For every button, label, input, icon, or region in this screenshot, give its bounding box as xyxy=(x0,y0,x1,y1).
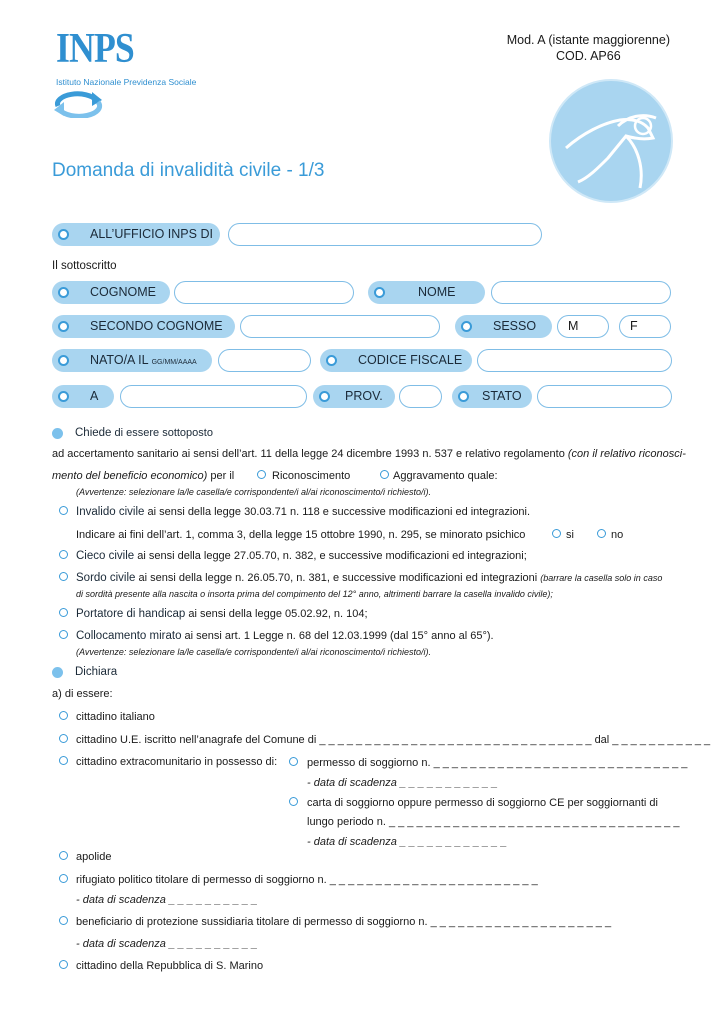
chiede-line2-italic: mento del beneficio economico) xyxy=(52,470,208,482)
nome-label xyxy=(368,281,485,304)
sanmarino-label: cittadino della Repubblica di S. Marino xyxy=(76,960,264,972)
a-label xyxy=(52,385,114,408)
invalido-checkbox[interactable] xyxy=(59,506,68,515)
handicap-bold: Portatore di handicap xyxy=(76,608,186,620)
secondo-cognome-field[interactable] xyxy=(240,315,440,338)
cieco-checkbox[interactable] xyxy=(59,550,68,559)
ue-label: cittadino U.E. iscritto nell’anagrafe del Comune di _ _ _ _ _ _ _ _ _ _ _ _ _ _ _ _ _ _ _ _ _ _ _ _ _ _ _ _ _ _ dal _ _ _ _ _ _ _ _ _ _ _ xyxy=(76,734,711,746)
ufficio-text: ALL’UFFICIO INPS DI xyxy=(90,227,213,241)
inps-arrows-icon xyxy=(52,88,104,118)
avvertenze-2: (Avvertenze: selezionare la/le casella/e corrispondente/i al/ai riconoscimento/i richiesto/i). xyxy=(76,647,432,657)
avvertenze-1: (Avvertenze: selezionare la/le casella/e corrispondente/i al/ai riconoscimento/i richiesto/i). xyxy=(76,487,432,497)
sottoscritto-text: Il sottoscritto xyxy=(52,260,117,272)
sesso-m-field[interactable]: M xyxy=(557,315,609,338)
mod-code xyxy=(507,32,670,64)
luogo-field[interactable] xyxy=(120,385,307,408)
chiede-line2 xyxy=(52,469,234,483)
bullet-icon xyxy=(58,287,69,298)
bullet-icon xyxy=(58,321,69,332)
invalido-rest: ai sensi della legge 30.03.71 n. 118 e successive modificazioni ed integrazioni. xyxy=(144,506,531,518)
bullet-icon xyxy=(58,229,69,240)
sesso-label xyxy=(455,315,552,338)
aggravamento-checkbox[interactable] xyxy=(380,470,389,479)
apolide-checkbox[interactable] xyxy=(59,851,68,860)
collocamento-rest: ai sensi art. 1 Legge n. 68 del 12.03.1999 (dal 15° anno al 65°). xyxy=(181,630,494,642)
no-label: no xyxy=(611,529,624,541)
sordo-checkbox[interactable] xyxy=(59,572,68,581)
nato-il-field[interactable] xyxy=(218,349,311,372)
scadenza-4: - data di scadenza _ _ _ _ _ _ _ _ _ _ xyxy=(76,938,258,950)
prov-field[interactable] xyxy=(399,385,442,408)
sordo-rest: ai sensi della legge n. 26.05.70, n. 381, e successive modificazioni ed integrazioni xyxy=(135,572,541,584)
handicap-line xyxy=(76,607,368,621)
sordo-italic-2: di sordità presente alla nascita o insorta prima del compimento del 12° anno, altrimenti barrare la casella invalido civile); xyxy=(76,589,553,599)
dichiara-bullet-icon xyxy=(52,667,63,678)
di-essere-text: a) di essere: xyxy=(52,688,113,700)
handshake-emblem-icon xyxy=(548,78,674,204)
collocamento-bold: Collocamento mirato xyxy=(76,630,182,642)
stato-text: STATO xyxy=(482,389,522,403)
stato-label xyxy=(452,385,532,408)
bullet-icon xyxy=(58,355,69,366)
chiede-bullet-icon xyxy=(52,428,63,439)
italiano-checkbox[interactable] xyxy=(59,711,68,720)
collocamento-line xyxy=(76,629,494,643)
collocamento-checkbox[interactable] xyxy=(59,630,68,639)
carta-checkbox[interactable] xyxy=(289,797,298,806)
secondo-cognome-text: SECONDO COGNOME xyxy=(90,319,223,333)
sanmarino-checkbox[interactable] xyxy=(59,960,68,969)
carta-label-1: carta di soggiorno oppure permesso di soggiorno CE per soggiornanti di xyxy=(307,797,658,809)
permesso-label: permesso di soggiorno n. _ _ _ _ _ _ _ _ _ _ _ _ _ _ _ _ _ _ _ _ _ _ _ _ _ _ _ _ xyxy=(307,757,688,769)
sordo-bold: Sordo civile xyxy=(76,572,136,584)
inps-logo: INPS xyxy=(56,26,134,72)
cognome-field[interactable] xyxy=(174,281,354,304)
mod-line1: Mod. A (istante maggiorenne) xyxy=(506,33,670,47)
permesso-checkbox[interactable] xyxy=(289,757,298,766)
carta-label-2: lungo periodo n. _ _ _ _ _ _ _ _ _ _ _ _ _ _ _ _ _ _ _ _ _ _ _ _ _ _ _ _ _ _ _ _ xyxy=(307,816,680,828)
codice-fiscale-text: CODICE FISCALE xyxy=(358,353,463,367)
sesso-text: SESSO xyxy=(493,319,537,333)
secondo-cognome-label xyxy=(52,315,235,338)
bullet-icon xyxy=(374,287,385,298)
nome-field[interactable] xyxy=(491,281,671,304)
sordo-line xyxy=(76,571,662,585)
beneficiario-checkbox[interactable] xyxy=(59,916,68,925)
page-title: Domanda di invalidità civile - 1/3 xyxy=(52,160,325,181)
si-checkbox[interactable] xyxy=(552,529,561,538)
cieco-line xyxy=(76,549,527,563)
chiede-line1-text: ad accertamento sanitario ai sensi dell’art. 11 della legge 24 dicembre 1993 n. 537 e relativo regolamento xyxy=(52,448,568,460)
cieco-bold: Cieco civile xyxy=(76,550,135,562)
dichiara-heading: Dichiara xyxy=(75,666,118,678)
si-label: si xyxy=(566,529,574,541)
sordo-italic-1: (barrare la casella solo in caso xyxy=(540,573,663,583)
rifugiato-label: rifugiato politico titolare di permesso di soggiorno n. _ _ _ _ _ _ _ _ _ _ _ _ _ _ _ _ _ _ _ _ _ _ _ xyxy=(76,874,538,886)
codice-fiscale-label xyxy=(320,349,472,372)
chiede-rest: di essere sottoposto xyxy=(111,427,213,439)
logo-subtitle: Istituto Nazionale Previdenza Sociale xyxy=(56,77,197,87)
sesso-f-field[interactable]: F xyxy=(619,315,671,338)
prov-label xyxy=(313,385,395,408)
extracom-checkbox[interactable] xyxy=(59,756,68,765)
riconoscimento-label: Riconoscimento xyxy=(272,470,351,482)
cieco-rest: ai sensi della legge 27.05.70, n. 382, e successive modificazioni ed integrazioni; xyxy=(134,550,527,562)
ufficio-field[interactable] xyxy=(228,223,542,246)
riconoscimento-checkbox[interactable] xyxy=(257,470,266,479)
scadenza-2: - data di scadenza _ _ _ _ _ _ _ _ _ _ _ _ xyxy=(307,836,507,848)
chiede-heading xyxy=(75,426,213,440)
scadenza-1: - data di scadenza _ _ _ _ _ _ _ _ _ _ _ xyxy=(307,777,498,789)
bullet-icon xyxy=(458,391,469,402)
chiede-line1 xyxy=(52,447,686,461)
indicare-text: Indicare ai fini dell’art. 1, comma 3, della legge 15 ottobre 1990, n. 295, se minorato psichico xyxy=(76,529,526,541)
apolide-label: apolide xyxy=(76,851,112,863)
nato-il-text: NATO/A IL xyxy=(90,353,149,367)
beneficiario-label: beneficiario di protezione sussidiaria titolare di permesso di soggiorno n. _ _ _ _ _ _ _ _ _ _ _ _ _ _ _ _ _ _ _ _ xyxy=(76,916,612,928)
cognome-text: COGNOME xyxy=(90,285,156,299)
a-text: A xyxy=(90,389,99,403)
aggravamento-label: Aggravamento quale: xyxy=(393,470,498,482)
stato-field[interactable] xyxy=(537,385,672,408)
prov-text: PROV. xyxy=(345,389,383,403)
cognome-label xyxy=(52,281,170,304)
no-checkbox[interactable] xyxy=(597,529,606,538)
bullet-icon xyxy=(326,355,337,366)
ufficio-label xyxy=(52,223,220,246)
italiano-label: cittadino italiano xyxy=(76,711,155,723)
scadenza-3: - data di scadenza _ _ _ _ _ _ _ _ _ _ xyxy=(76,894,258,906)
handicap-checkbox[interactable] xyxy=(59,608,68,617)
nato-il-format: GG/MM/AAAA xyxy=(151,359,197,366)
codice-fiscale-field[interactable] xyxy=(477,349,672,372)
bullet-icon xyxy=(58,391,69,402)
nato-il-label xyxy=(52,349,212,372)
chiede-line2-rest: per il xyxy=(207,470,235,482)
bullet-icon xyxy=(461,321,472,332)
invalido-line xyxy=(76,505,530,519)
bullet-icon xyxy=(319,391,330,402)
chiede-bold: Chiede xyxy=(75,427,112,439)
rifugiato-checkbox[interactable] xyxy=(59,874,68,883)
extracom-label: cittadino extracomunitario in possesso di: xyxy=(76,756,278,768)
chiede-line1-italic: (con il relativo riconosci- xyxy=(567,448,686,460)
nome-text: NOME xyxy=(418,285,456,299)
invalido-bold: Invalido civile xyxy=(76,506,145,518)
ue-checkbox[interactable] xyxy=(59,734,68,743)
handicap-rest: ai sensi della legge 05.02.92, n. 104; xyxy=(185,608,368,620)
mod-line2: COD. AP66 xyxy=(556,49,621,63)
